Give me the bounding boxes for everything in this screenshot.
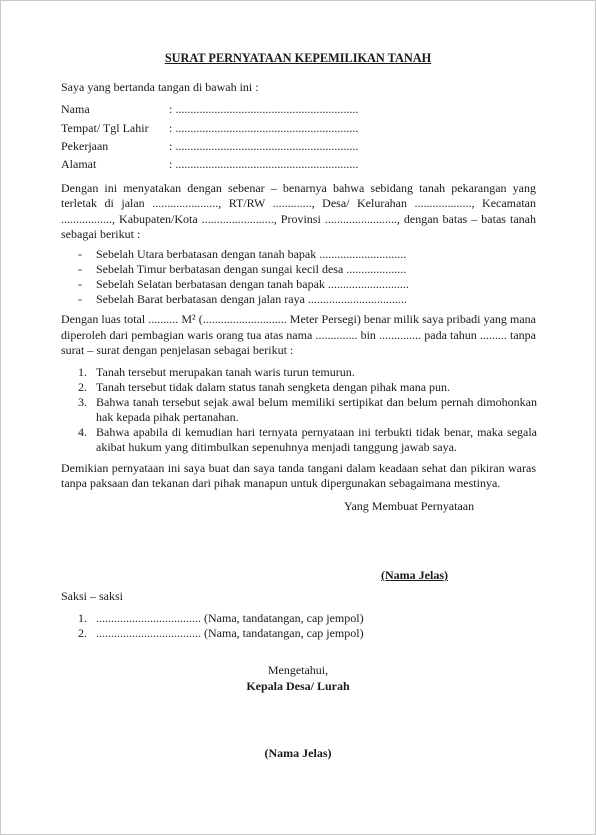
list-item <box>61 626 537 641</box>
list-number: 4. <box>78 425 87 439</box>
ack-title: Kepala Desa/ Lurah <box>246 679 350 693</box>
list-item <box>61 380 537 395</box>
list-number: 2. <box>78 626 87 640</box>
statement-text: Tanah tersebut tidak dalam status tanah sengketa dengan pihak mana pun. <box>96 380 451 394</box>
bullet-dash: - <box>78 247 82 261</box>
border-west: Sebelah Barat berbatasan dengan jalan raya ................................. <box>96 292 407 306</box>
signer-label: Yang Membuat Pernyataan <box>344 499 475 513</box>
list-number: 2. <box>78 380 87 394</box>
list-item <box>61 247 537 262</box>
statement-paragraph: Dengan ini menyatakan dengan sebenar – benarnya bahwa sebidang tanah pekarangan yang terletak di jalan ......................, RT/RW ............., Desa/ Kelurahan ..................., Kecamatan ................., Kabupaten/Kota ........................, Provinsi ........................, dengan batas – batas tanah sebagai berikut : <box>61 181 536 241</box>
list-number: 3. <box>78 395 87 409</box>
statement-text: Bahwa apabila di kemudian hari ternyata pernyataan ini terbukti tidak benar, maka segala akibat hukum yang ditimbulkan sepenuhnya menjadi tanggung jawab saya. <box>96 425 537 454</box>
list-item <box>61 425 537 455</box>
field-label-pekerjaan: Pekerjaan <box>61 139 109 153</box>
signer-name: (Nama Jelas) <box>381 568 448 582</box>
field-value-alamat: : ............................................................. <box>169 157 359 171</box>
field-value-pekerjaan: : ............................................................. <box>169 139 359 153</box>
closing-paragraph: Demikian pernyataan ini saya buat dan saya tanda tangani dalam keadaan sehat dan pikiran waras tanpa paksaan dan tekanan dari pihak manapun untuk dipergunakan sebagaimana mestinya. <box>61 461 536 490</box>
list-item <box>61 611 537 626</box>
bullet-dash: - <box>78 277 82 291</box>
list-item <box>61 365 537 380</box>
witness-title: Saksi – saksi <box>61 589 124 603</box>
list-item <box>61 277 537 292</box>
field-value-nama: : ............................................................. <box>169 102 359 116</box>
list-item <box>61 262 537 277</box>
intro-text: Saya yang bertanda tangan di bawah ini : <box>61 80 259 94</box>
witness-line: ................................... (Nama, tandatangan, cap jempol) <box>96 611 364 625</box>
field-label-alamat: Alamat <box>61 157 97 171</box>
border-north: Sebelah Utara berbatasan dengan tanah bapak ............................. <box>96 247 407 261</box>
border-east: Sebelah Timur berbatasan dengan sungai kecil desa .................... <box>96 262 407 276</box>
statement-list <box>61 365 537 455</box>
witness-list <box>61 611 537 641</box>
field-label-nama: Nama <box>61 102 90 116</box>
border-list <box>61 247 537 307</box>
statement-text: Bahwa tanah tersebut sejak awal belum memiliki sertipikat dan belum pernah dimohonkan hak kepada pihak pertanahan. <box>96 395 537 424</box>
ack-name: (Nama Jelas) <box>264 746 332 760</box>
list-item <box>61 292 537 307</box>
ack-label: Mengetahui, <box>267 663 329 677</box>
list-number: 1. <box>78 365 87 379</box>
bullet-dash: - <box>78 262 82 276</box>
field-label-tempat-tgl-lahir: Tempat/ Tgl Lahir <box>61 121 149 135</box>
bullet-dash: - <box>78 292 82 306</box>
statement-text: Tanah tersebut merupakan tanah waris turun temurun. <box>96 365 355 379</box>
field-value-tempat-tgl-lahir: : ............................................................. <box>169 121 359 135</box>
list-number: 1. <box>78 611 87 625</box>
border-south: Sebelah Selatan berbatasan dengan tanah bapak ........................... <box>96 277 409 291</box>
area-paragraph: Dengan luas total .......... M² (............................ Meter Persegi) benar milik saya pribadi yang mana diperoleh dari pembagian waris orang tua atas nama .............. bin .............. pada tahun ......... tanpa surat – surat dengan penjelasan sebagai berikut : <box>61 312 536 357</box>
document-title: SURAT PERNYATAAN KEPEMILIKAN TANAH <box>164 51 432 65</box>
list-item <box>61 395 537 425</box>
witness-line: ................................... (Nama, tandatangan, cap jempol) <box>96 626 364 640</box>
